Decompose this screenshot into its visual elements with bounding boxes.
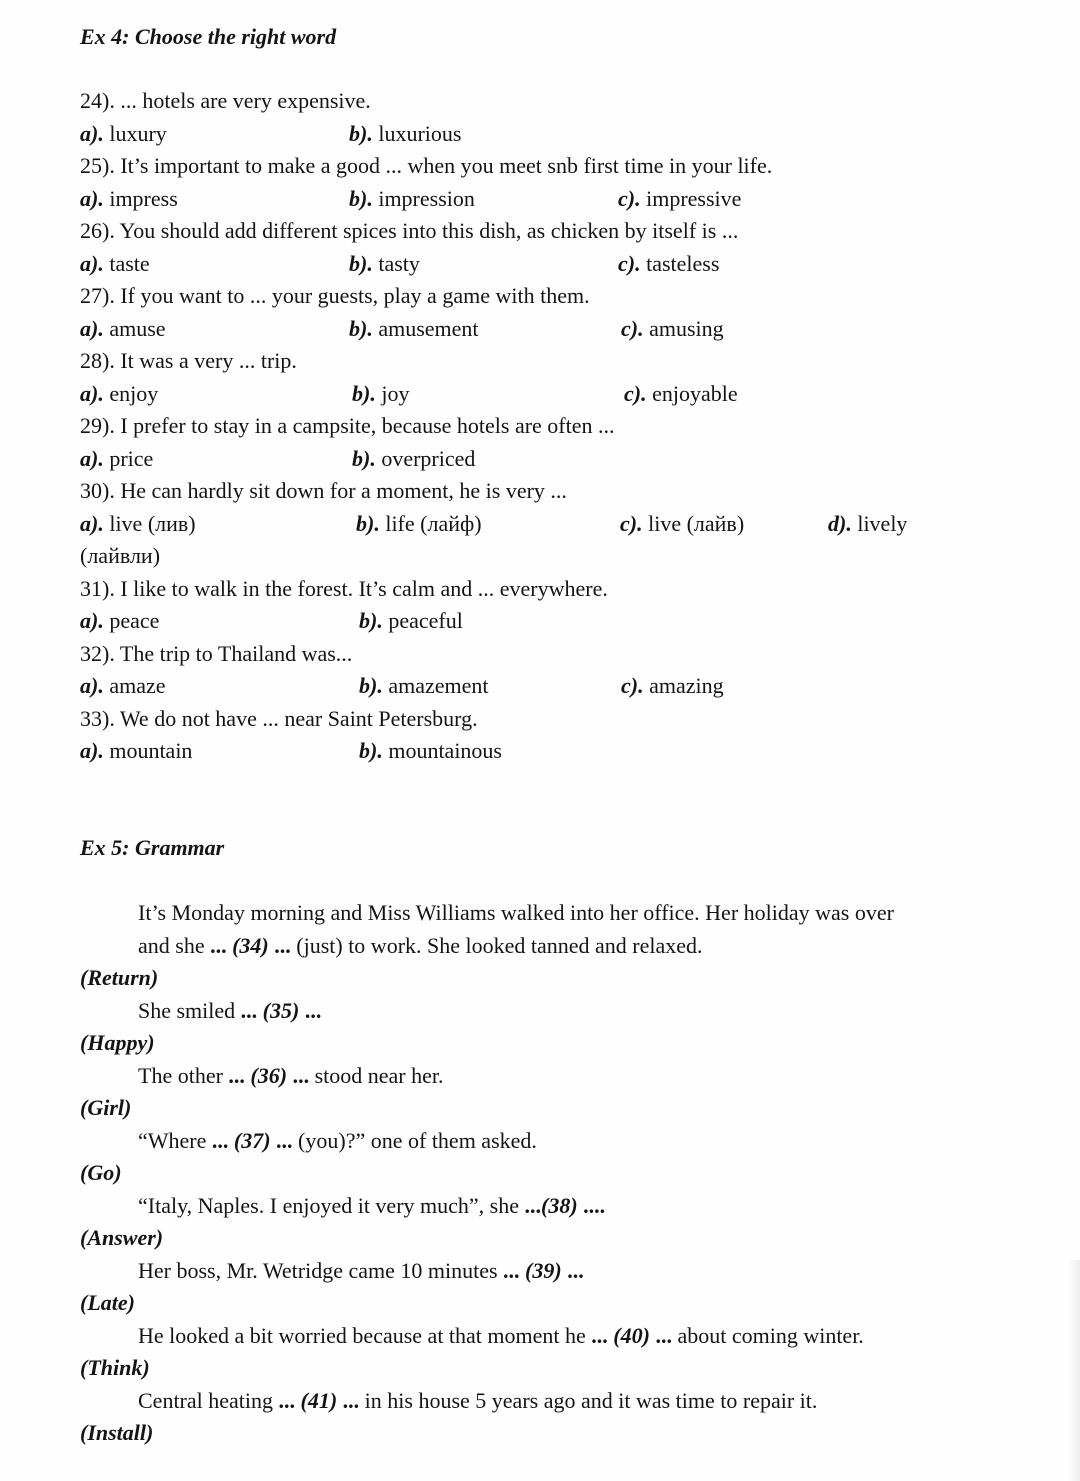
gap-sentence-36: The other ... (36) ... stood near her.: [138, 1063, 444, 1088]
option-b: b). life (лайф): [356, 511, 482, 536]
option-c: c). enjoyable: [624, 381, 738, 406]
gap-sentence-40: He looked a bit worried because at that moment he ... (40) ... about coming winter.: [138, 1323, 864, 1348]
option-a: a). live (лив): [80, 511, 196, 536]
question-stem: 31). I like to walk in the forest. It’s calm and ... everywhere.: [80, 576, 608, 601]
gap-sentence-39: Her boss, Mr. Wetridge came 10 minutes ... (39) ...: [138, 1258, 584, 1283]
gap-sentence-37: “Where ... (37) ... (you)?” one of them asked.: [138, 1128, 537, 1153]
word-hint: (Install): [80, 1420, 154, 1445]
page-edge-shadow: [1068, 1260, 1080, 1481]
question-stem: 25). It’s important to make a good ... when you meet snb first time in your life.: [80, 153, 773, 178]
option-a: a). peace: [80, 608, 160, 633]
option-d-wrap: (лайвли): [80, 543, 161, 568]
option-d: d). lively: [828, 511, 908, 536]
option-c: c). amazing: [621, 673, 724, 698]
gap-sentence-38: “Italy, Naples. I enjoyed it very much”, she ...(38) ....: [138, 1193, 606, 1218]
word-hint: (Girl): [80, 1095, 132, 1120]
option-a: a). mountain: [80, 738, 193, 763]
option-a: a). taste: [80, 251, 150, 276]
question-stem: 33). We do not have ... near Saint Petersburg.: [80, 706, 478, 731]
ex4-heading: Ex 4: Choose the right word: [80, 24, 337, 49]
option-a: a). luxury: [80, 121, 167, 146]
option-b: b). peaceful: [359, 608, 463, 633]
gap-sentence-35: She smiled ... (35) ...: [138, 998, 322, 1023]
option-b: b). amusement: [349, 316, 479, 341]
question-stem: 24). ... hotels are very expensive.: [80, 88, 371, 113]
option-b: b). joy: [352, 381, 410, 406]
question-stem: 28). It was a very ... trip.: [80, 348, 297, 373]
option-a: a). enjoy: [80, 381, 159, 406]
gap-sentence-34: and she ... (34) ... (just) to work. She looked tanned and relaxed.: [138, 933, 703, 958]
option-a: a). amuse: [80, 316, 166, 341]
question-stem: 30). He can hardly sit down for a moment, he is very ...: [80, 478, 567, 503]
option-c: c). amusing: [621, 316, 724, 341]
option-a: a). amaze: [80, 673, 166, 698]
gap-sentence-41: Central heating ... (41) ... in his house 5 years ago and it was time to repair it.: [138, 1388, 818, 1413]
question-stem: 26). You should add different spices into this dish, as chicken by itself is ...: [80, 218, 739, 243]
option-c: c). impressive: [618, 186, 742, 211]
word-hint: (Go): [80, 1160, 122, 1185]
option-b: b). luxurious: [349, 121, 462, 146]
option-b: b). impression: [349, 186, 475, 211]
option-b: b). mountainous: [359, 738, 502, 763]
word-hint: (Return): [80, 965, 159, 990]
paragraph-line: It’s Monday morning and Miss Williams walked into her office. Her holiday was over: [138, 900, 894, 925]
ex5-heading: Ex 5: Grammar: [80, 835, 225, 860]
option-b: b). overpriced: [352, 446, 476, 471]
word-hint: (Happy): [80, 1030, 155, 1055]
option-a: a). impress: [80, 186, 178, 211]
word-hint: (Think): [80, 1355, 150, 1380]
word-hint: (Late): [80, 1290, 135, 1315]
option-b: b). amazement: [359, 673, 489, 698]
question-stem: 29). I prefer to stay in a campsite, because hotels are often ...: [80, 413, 615, 438]
option-c: c). live (лайв): [620, 511, 745, 536]
question-stem: 27). If you want to ... your guests, play a game with them.: [80, 283, 590, 308]
option-c: c). tasteless: [618, 251, 720, 276]
question-stem: 32). The trip to Thailand was...: [80, 641, 353, 666]
option-a: a). price: [80, 446, 154, 471]
word-hint: (Answer): [80, 1225, 164, 1250]
option-b: b). tasty: [349, 251, 420, 276]
